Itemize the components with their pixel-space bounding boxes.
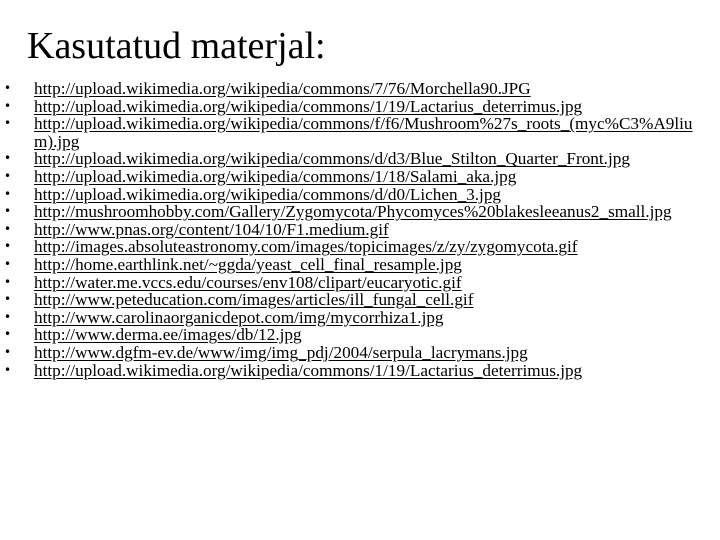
list-item [0, 186, 720, 204]
reference-link[interactable]: http://www.peteducation.com/images/articles/ill_fungal_cell.gif [34, 290, 474, 310]
list-item [0, 256, 720, 274]
bullet-icon: • [4, 239, 12, 254]
reference-link[interactable]: http://upload.wikimedia.org/wikipedia/commons/1/19/Lactarius_deterrimus.jpg [34, 96, 583, 116]
bullet-icon: • [4, 116, 12, 131]
reference-link[interactable]: http://www.carolinaorganicdepot.com/img/mycorrhiza1.jpg [34, 307, 444, 327]
list-item [0, 326, 720, 344]
bullet-icon: • [4, 81, 12, 95]
list-item [0, 115, 720, 150]
reference-link[interactable]: http://www.dgfm-ev.de/www/img/img_pdj/2004/serpula_lacrymans.jpg [34, 342, 528, 362]
reference-link[interactable]: http://upload.wikimedia.org/wikipedia/commons/d/d0/Lichen_3.jpg [34, 184, 502, 204]
bullet-icon: • [4, 327, 12, 342]
reference-link[interactable]: http://mushroomhobby.com/Gallery/Zygomycota/Phycomyces%20blakesleeanus2_small.jpg [34, 202, 672, 222]
reference-link[interactable]: http://upload.wikimedia.org/wikipedia/commons/1/18/Salami_aka.jpg [34, 166, 517, 186]
bullet-icon: • [4, 221, 12, 236]
reference-link[interactable]: http://upload.wikimedia.org/wikipedia/commons/d/d3/Blue_Stilton_Quarter_Front.jpg [34, 149, 630, 169]
reference-link[interactable]: http://images.absoluteastronomy.com/images/topicimages/z/zy/zygomycota.gif [34, 237, 578, 257]
bullet-icon: • [4, 309, 12, 324]
bullet-icon: • [4, 98, 12, 113]
reference-link[interactable]: http://water.me.vccs.edu/courses/env108/clipart/eucaryotic.gif [34, 272, 462, 292]
bullet-icon: • [4, 186, 12, 201]
list-item [0, 274, 720, 292]
list-item [0, 80, 720, 98]
bullet-icon: • [4, 274, 12, 289]
bullet-icon: • [4, 256, 12, 271]
list-item [0, 203, 720, 221]
bullet-icon: • [4, 168, 12, 183]
reference-link[interactable]: http://upload.wikimedia.org/wikipedia/commons/f/f6/Mushroom%27s_roots_(myc%C3%A9lium).jpg [34, 114, 693, 151]
bullet-icon: • [4, 292, 12, 307]
reference-link[interactable]: http://www.derma.ee/images/db/12.jpg [34, 325, 302, 345]
slide-title: Kasutatud materjal: [27, 25, 326, 67]
bullet-icon: • [4, 344, 12, 359]
bullet-icon: • [4, 204, 12, 219]
list-item [0, 291, 720, 309]
list-item [0, 221, 720, 239]
list-item [0, 344, 720, 362]
reference-link[interactable]: http://home.earthlink.net/~ggda/yeast_cell_final_resample.jpg [34, 254, 462, 274]
reference-link[interactable]: http://www.pnas.org/content/104/10/F1.medium.gif [34, 219, 389, 239]
reference-link[interactable]: http://upload.wikimedia.org/wikipedia/commons/7/76/Morchella90.JPG [34, 79, 531, 98]
list-item [0, 309, 720, 327]
reference-link[interactable]: http://upload.wikimedia.org/wikipedia/commons/1/19/Lactarius_deterrimus.jpg [34, 360, 583, 380]
list-item [0, 150, 720, 168]
bullet-icon: • [4, 362, 12, 377]
list-item [0, 238, 720, 256]
bullet-icon: • [4, 151, 12, 166]
reference-list [0, 80, 720, 379]
list-item [0, 168, 720, 186]
list-item [0, 98, 720, 116]
list-item [0, 362, 720, 380]
